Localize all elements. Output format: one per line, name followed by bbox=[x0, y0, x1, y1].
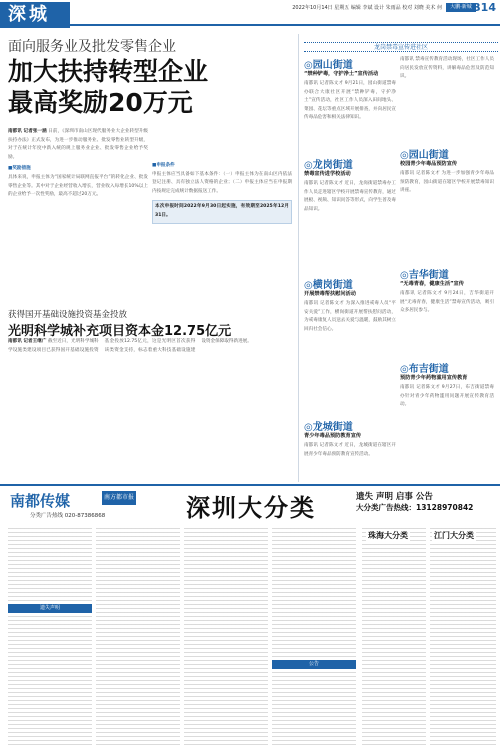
ads-col4 bbox=[272, 528, 356, 746]
s4-body: 南都讯 记者陈文才 近日，龙城街道在辖区开展青少年毒品预防教育宣传活动。 bbox=[304, 443, 396, 457]
ads-hotline: 分类广告热线 020-87386868 bbox=[30, 513, 106, 519]
s0-body: 南都讯 禁毒宣传教育活动现场，社区工作人员向居民发放宣传资料，讲解毒品危害及防范知识。 bbox=[400, 57, 494, 80]
issue-info: 2022年10月14日 星期五 编辑 李斌 设计 朱雨品 校对 刘晓 美术 何 bbox=[292, 5, 442, 11]
s3-subtitle: 开展禁毒帮扶慰问活动 bbox=[304, 291, 356, 297]
article1-lead: 日前，《深圳市南山区现代服务业大企业转型升级扶持办法》正式发布，为进一步推动服务业、批发零售业转型升级，对于在统计年度中新入统的规上服务业企业、批发零售企业给予奖励。 bbox=[8, 129, 148, 160]
ads-col2 bbox=[96, 528, 180, 746]
ads-region-zhuhai: 珠海大分类 bbox=[368, 531, 408, 540]
article1-kicker: 面向服务业及批发零售企业 bbox=[8, 39, 176, 55]
edition-tag: 大鹏·新城 bbox=[446, 3, 476, 12]
s2-title: ◎龙岗街道 bbox=[304, 160, 353, 171]
ads-title: 深圳大分类 bbox=[186, 494, 316, 522]
article2-text: 截至近日，光明科学城科学设施类建设项目已获得国开基础设施投资基金投放12.75亿元，这是光明区首次获得该类资金支持，标志着重大科技基础设施建设资金保障取得新进展。 bbox=[8, 339, 252, 353]
ads-box2-head: 公告 bbox=[272, 660, 356, 669]
s6-title: ◎吉华街道 bbox=[400, 270, 449, 281]
ads-col6 bbox=[430, 528, 496, 746]
article1-deadline-box bbox=[152, 200, 292, 223]
s6-body: 南都讯 记者陈文才 9月24日，吉华街道开展“无毒青春，健康生活”禁毒宣传活动，吸引众多居民参与。 bbox=[400, 291, 494, 314]
ads-notice: 遗失 声明 启事 公告 bbox=[356, 492, 433, 502]
section-tag bbox=[0, 2, 70, 28]
article1-byline: 南都讯 记者张一涵 bbox=[8, 129, 47, 134]
s3-body: 南都讯 记者陈文才 为深入推进戒毒人员“平安关爱”工作，横岗街道开展帮扶慰问活动，为戒毒康复人员送去关爱与温暖，鼓励其树立回归社会信心。 bbox=[304, 301, 396, 332]
s7-body: 南都讯 记者陈文才 9月27日，布吉街道禁毒办针对青少年药物滥用问题开展宣传教育活动。 bbox=[400, 385, 494, 408]
headline-line2: 最高奖励20万元 bbox=[8, 88, 193, 117]
s3-title: ◎横岗街道 bbox=[304, 280, 353, 291]
s5-subtitle: 校园青少年毒品预防宣传 bbox=[400, 161, 458, 167]
ads-col1 bbox=[8, 528, 92, 746]
s4-subtitle: 青少年毒品预防教育宣传 bbox=[304, 433, 362, 439]
s1-body: 南都讯 记者陈文才 9月21日，园山街道禁毒办联合大康社区开展“禁种铲毒，守护净土”宣传活动，社区工作人员深入田间地头、菜园、花坛等重点区域开展排查，并向居民宣传毒品危害和相关法律知识。 bbox=[304, 81, 396, 121]
s2-body: 南都讯 记者陈文才 近日，龙岗街道禁毒办工作人员走进辖区学校开展禁毒宣传教育，通过展板、视频、知识问答等形式，向学生普及毒品知识。 bbox=[304, 181, 396, 212]
section-name: 深城 bbox=[8, 4, 50, 25]
article1-body2: 申报主体应当具备如下基本条件：（一）申报主体为在南山区内依法登记注册、具有独立法人资格的企业；（二）申报主体应当在申报期内按规定完成统计数据报送工作。 bbox=[152, 171, 292, 194]
s2-subtitle: 禁毒宣传进学校活动 bbox=[304, 171, 351, 177]
article1-col1 bbox=[8, 128, 148, 288]
ads-logo: 南都传媒 bbox=[10, 492, 71, 510]
ads-col3 bbox=[184, 528, 268, 746]
article2-byline: 南都讯 记者王继广 bbox=[8, 339, 47, 344]
article1-subhead: ■奖励措施 bbox=[8, 166, 31, 172]
ads-region-jiangmen: 江门大分类 bbox=[434, 531, 474, 540]
header-rule bbox=[70, 24, 500, 26]
article2-kicker: 获得国开基础设施投资基金投放 bbox=[8, 310, 128, 320]
s1-title: ◎园山街道 bbox=[304, 60, 353, 71]
headline-line1: 加大扶持转型企业 bbox=[8, 57, 209, 86]
article1-body1: 具体来说，申报主体为“国家统计局联网直报平台”的转化企业、批发零售企业等。其中对于企业经营收入增长，营业收入每增长10%以上的企业给予一次性奖励，最高不超过20万元。 bbox=[8, 174, 148, 198]
s4-title: ◎龙城街道 bbox=[304, 422, 353, 433]
s7-title: ◎布吉街道 bbox=[400, 364, 449, 375]
page-number: B14 bbox=[472, 1, 496, 14]
ads-col5 bbox=[362, 528, 426, 746]
s5-title: ◎园山街道 bbox=[400, 150, 449, 161]
right-banner: 龙岗禁毒宣传进社区 bbox=[304, 42, 498, 52]
article1-headline bbox=[8, 56, 268, 118]
ads-phone: 大分类广告热线：13128970842 bbox=[356, 503, 474, 512]
s6-subtitle: “无毒青春，健康生活”宣传 bbox=[400, 281, 464, 287]
article1-deadline: 本次申报时间2022年9月30日起实施，有效期至2025年12月31日。 bbox=[155, 204, 289, 218]
s7-subtitle: 预防青少年药物滥用宣传教育 bbox=[400, 375, 468, 381]
s1-subtitle: “禁种铲毒，守护净土”宣传活动 bbox=[304, 71, 379, 77]
page-header bbox=[0, 0, 500, 32]
article1-col2 bbox=[152, 128, 292, 288]
s5-body: 南都讯 记者陈文才 为进一步加强青少年毒品预防教育，园山街道在辖区学校开展禁毒知识讲座。 bbox=[400, 171, 494, 194]
ads-logo-badge: 南方都市报 bbox=[102, 491, 136, 505]
article1-box-head: ■申报条件 bbox=[152, 163, 175, 168]
article2-headline: 光明科学城补充项目资本金12.75亿元 bbox=[8, 324, 232, 339]
article2-body bbox=[8, 338, 292, 480]
ads-box1-head: 遗失声明 bbox=[8, 604, 92, 613]
